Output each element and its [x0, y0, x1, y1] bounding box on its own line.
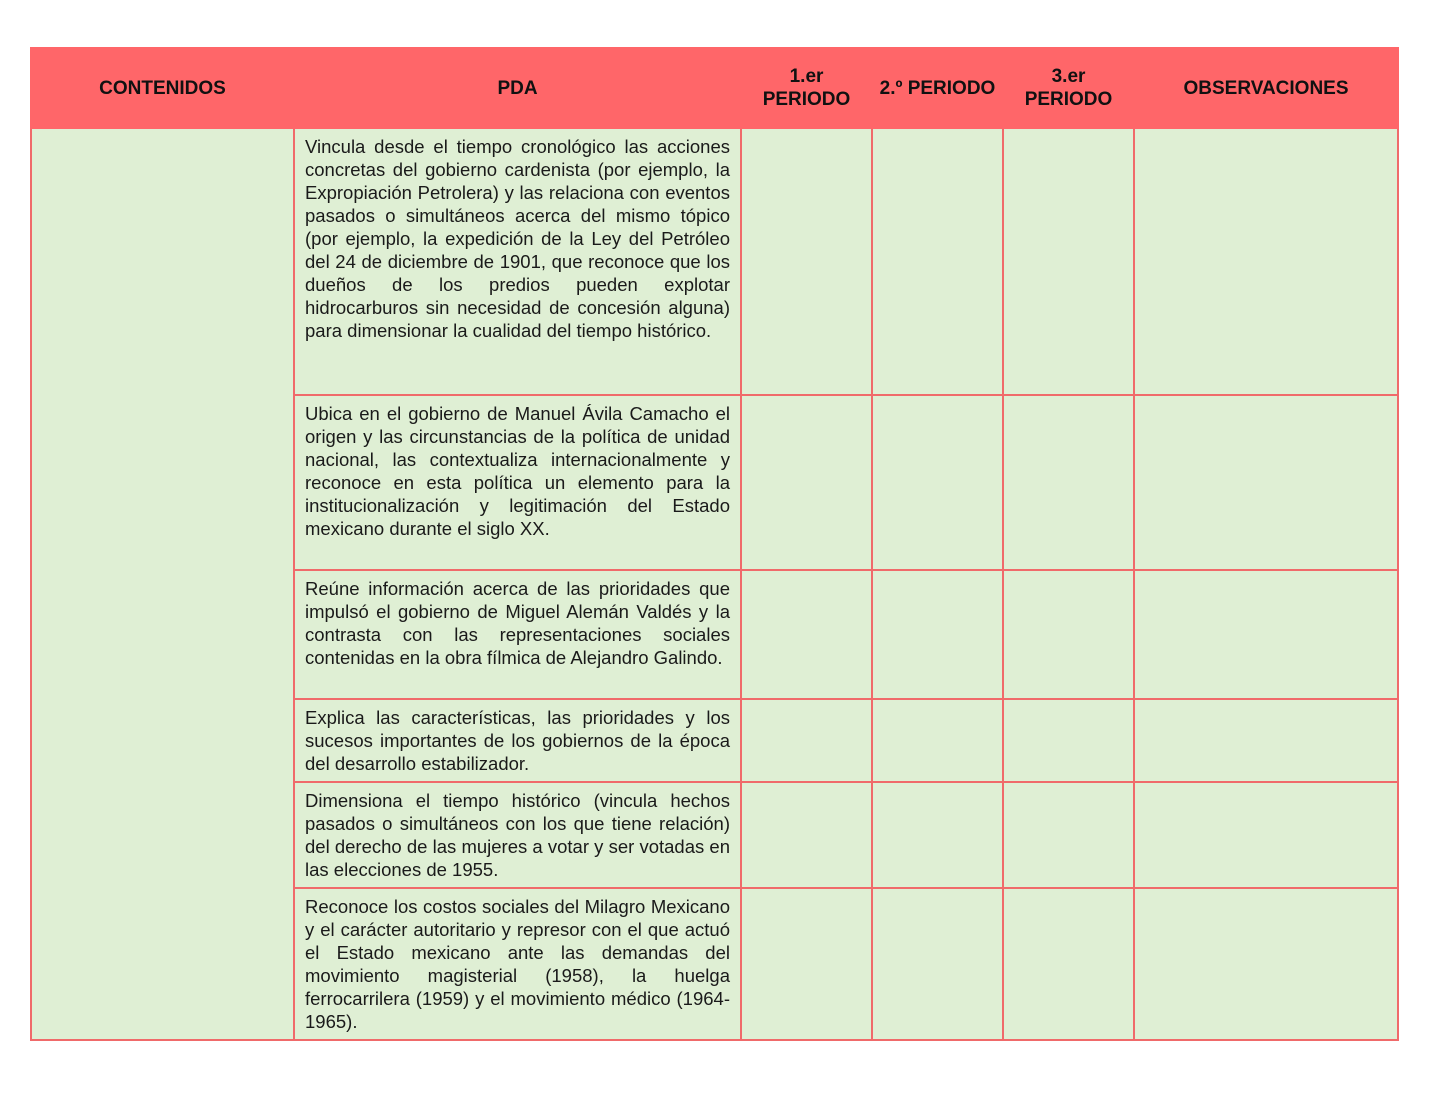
observaciones-cell — [1134, 570, 1398, 699]
periodo-2-cell — [872, 888, 1003, 1040]
header-contenidos: CONTENIDOS — [31, 48, 294, 128]
observaciones-cell — [1134, 888, 1398, 1040]
table-body — [31, 128, 1398, 1040]
document-page — [30, 47, 1397, 1041]
observaciones-cell — [1134, 699, 1398, 782]
periodo-1-cell — [741, 128, 872, 395]
periodo-3-cell — [1003, 395, 1134, 570]
periodo-2-cell — [872, 395, 1003, 570]
header-periodo-1: 1.er PERIODO — [741, 48, 872, 128]
pda-cell: Dimensiona el tiempo histórico (vincula hechos pasados o simultáneos con los que tiene relación) del derecho de las mujeres a votar y ser votadas en las elecciones de 1955. — [294, 782, 741, 888]
header-pda: PDA — [294, 48, 741, 128]
pda-cell: Vincula desde el tiempo cronológico las acciones concretas del gobierno cardenista (por ejemplo, la Expropiación Petrolera) y las relaciona con eventos pasados o simultáneos acerca del mismo tópico (por ejemplo, la expedición de la Ley del Petróleo del 24 de diciembre de 1901, que reconoce que los dueños de los predios pueden explotar hidrocarburos sin necesidad de concesión alguna) para dimensionar la cualidad del tiempo histórico. — [294, 128, 741, 395]
pda-evaluation-table — [30, 47, 1399, 1041]
periodo-1-cell — [741, 395, 872, 570]
periodo-2-cell — [872, 699, 1003, 782]
periodo-3-cell — [1003, 128, 1134, 395]
periodo-3-cell — [1003, 782, 1134, 888]
observaciones-cell — [1134, 128, 1398, 395]
pda-cell: Ubica en el gobierno de Manuel Ávila Camacho el origen y las circunstancias de la política de unidad nacional, las contextualiza internacionalmente y reconoce en esta política un elemento para la institucionalización y legitimación del Estado mexicano durante el siglo XX. — [294, 395, 741, 570]
periodo-2-cell — [872, 128, 1003, 395]
observaciones-cell — [1134, 395, 1398, 570]
contenidos-cell — [31, 128, 294, 1040]
observaciones-cell — [1134, 782, 1398, 888]
header-row — [31, 48, 1398, 128]
table-row — [31, 128, 1398, 395]
periodo-1-cell — [741, 888, 872, 1040]
header-periodo-2: 2.º PERIODO — [872, 48, 1003, 128]
periodo-1-cell — [741, 570, 872, 699]
header-observaciones: OBSERVACIONES — [1134, 48, 1398, 128]
periodo-3-cell — [1003, 570, 1134, 699]
periodo-1-cell — [741, 699, 872, 782]
periodo-3-cell — [1003, 888, 1134, 1040]
pda-cell: Reúne información acerca de las prioridades que impulsó el gobierno de Miguel Alemán Valdés y la contrasta con las representaciones sociales contenidas en la obra fílmica de Alejandro Galindo. — [294, 570, 741, 699]
periodo-2-cell — [872, 570, 1003, 699]
periodo-3-cell — [1003, 699, 1134, 782]
pda-cell: Reconoce los costos sociales del Milagro Mexicano y el carácter autoritario y represor con el que actuó el Estado mexicano ante las demandas del movimiento magisterial (1958), la huelga ferrocarrilera (1959) y el movimiento médico (1964-1965). — [294, 888, 741, 1040]
periodo-2-cell — [872, 782, 1003, 888]
table-header — [31, 48, 1398, 128]
header-periodo-3: 3.er PERIODO — [1003, 48, 1134, 128]
periodo-1-cell — [741, 782, 872, 888]
pda-cell: Explica las características, las prioridades y los sucesos importantes de los gobiernos de la época del desarrollo estabilizador. — [294, 699, 741, 782]
